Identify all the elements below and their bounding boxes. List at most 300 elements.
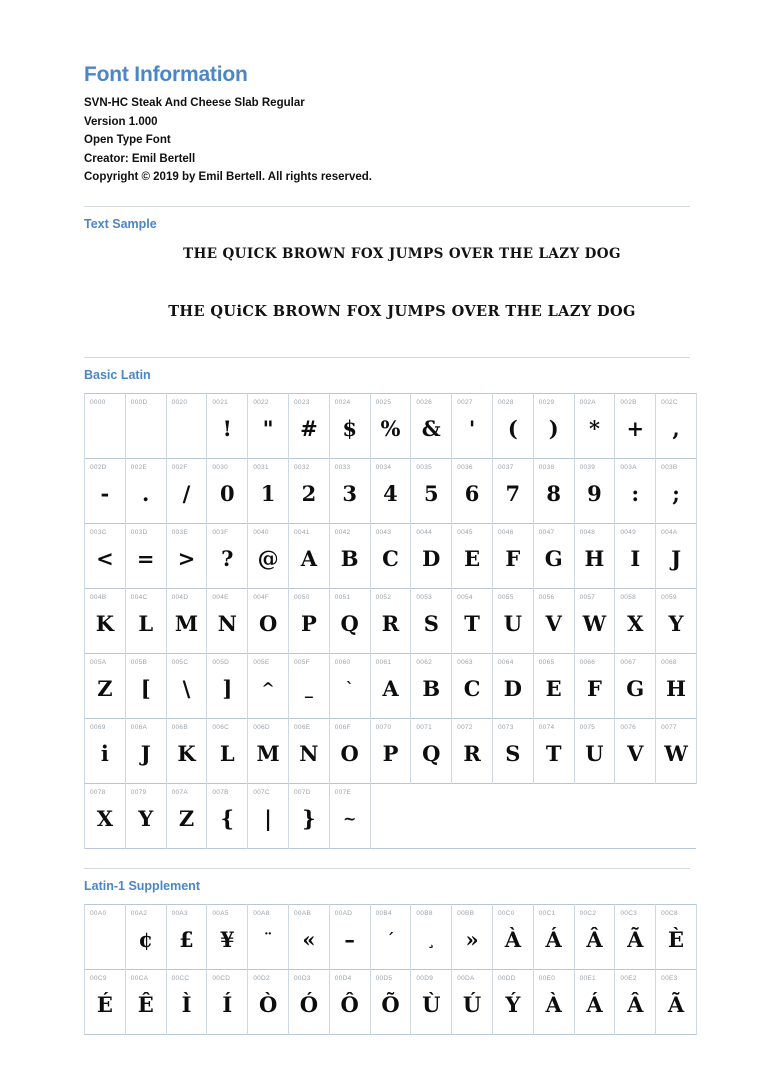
glyph-codepoint: 006E xyxy=(293,723,311,731)
glyph-sample: K xyxy=(177,740,196,766)
glyph-cell[interactable] xyxy=(85,783,126,848)
glyph-cell[interactable] xyxy=(533,588,574,653)
glyph-codepoint: 0065 xyxy=(538,658,555,666)
glyph-codepoint: 00E3 xyxy=(661,974,678,982)
glyph-cell[interactable] xyxy=(492,523,533,588)
glyph-cell[interactable] xyxy=(656,458,697,523)
glyph-cell[interactable] xyxy=(85,904,126,969)
glyph-codepoint: 0020 xyxy=(171,398,188,406)
glyph-codepoint: 0069 xyxy=(90,723,106,731)
glyph-cell[interactable] xyxy=(656,393,697,458)
glyph-codepoint: 0033 xyxy=(334,463,351,471)
glyph-cell[interactable] xyxy=(288,523,329,588)
glyph-codepoint: 003C xyxy=(90,528,107,536)
glyph-sample: ' xyxy=(468,415,476,441)
glyph-cell[interactable] xyxy=(492,904,533,969)
glyph-codepoint: 0037 xyxy=(497,463,514,471)
glyph-sample: Y xyxy=(138,805,154,831)
glyph-codepoint: 0063 xyxy=(457,658,473,666)
glyph-cell[interactable] xyxy=(248,904,289,969)
glyph-codepoint: 0000 xyxy=(90,398,106,406)
glyph-sample: = xyxy=(136,545,155,571)
glyph-codepoint: 00B8 xyxy=(416,909,433,917)
glyph-sample: M xyxy=(256,740,280,766)
glyph-cell[interactable] xyxy=(370,523,411,588)
glyph-codepoint: 002C xyxy=(661,398,678,406)
glyph-sample: * xyxy=(588,415,600,441)
glyph-sample: A xyxy=(300,545,318,571)
glyph-codepoint: 0070 xyxy=(375,723,392,731)
glyph-sample: Á xyxy=(545,926,562,952)
glyph-cell[interactable] xyxy=(656,718,697,783)
glyph-cell[interactable] xyxy=(329,783,370,848)
glyph-sample: À xyxy=(545,991,562,1017)
glyph-table-row xyxy=(85,523,697,588)
glyph-codepoint: 007A xyxy=(171,788,188,796)
glyph-cell[interactable] xyxy=(574,588,615,653)
glyph-codepoint: 0079 xyxy=(130,788,147,796)
glyph-sample: D xyxy=(422,545,441,571)
glyph-cell[interactable] xyxy=(615,969,656,1034)
glyph-codepoint: 005F xyxy=(293,658,310,666)
glyph-codepoint: 0026 xyxy=(416,398,433,406)
glyph-sample: Z xyxy=(178,805,195,831)
glyph-sample: Õ xyxy=(381,991,400,1017)
glyph-cell[interactable] xyxy=(85,653,126,718)
glyph-sample: S xyxy=(505,740,521,766)
glyph-sample: [ xyxy=(140,675,151,701)
glyph-sample: K xyxy=(95,610,115,636)
glyph-sample: @ xyxy=(257,545,279,571)
glyph-sample: Ú xyxy=(462,991,482,1017)
glyph-sample: Á xyxy=(586,991,603,1017)
glyph-codepoint: 00A2 xyxy=(130,909,148,917)
glyph-cell[interactable] xyxy=(125,904,166,969)
glyph-codepoint: 002A xyxy=(579,398,596,406)
glyph-sample: N xyxy=(217,610,237,636)
glyph-sample: U xyxy=(585,740,604,766)
glyph-codepoint: 006B xyxy=(171,723,188,731)
glyph-cell[interactable] xyxy=(166,523,207,588)
text-sample-block xyxy=(84,232,690,338)
glyph-cell[interactable] xyxy=(574,969,615,1034)
glyph-cell[interactable] xyxy=(574,718,615,783)
glyph-cell[interactable] xyxy=(207,904,248,969)
glyph-cell[interactable] xyxy=(166,458,207,523)
glyph-cell[interactable] xyxy=(166,393,207,458)
glyph-cell[interactable] xyxy=(533,653,574,718)
glyph-cell[interactable] xyxy=(125,718,166,783)
glyph-codepoint: 003E xyxy=(171,528,188,536)
glyph-cell[interactable] xyxy=(85,718,126,783)
glyph-sample: F xyxy=(587,675,602,701)
glyph-codepoint: 00D4 xyxy=(334,974,352,982)
glyph-sample: V xyxy=(545,610,562,636)
glyph-sample: £ xyxy=(179,926,194,952)
glyph-codepoint: 0051 xyxy=(334,593,351,601)
glyph-codepoint: 0054 xyxy=(457,593,473,601)
glyph-cell[interactable] xyxy=(656,653,697,718)
glyph-codepoint: 0074 xyxy=(538,723,555,731)
glyph-codepoint: 00AD xyxy=(334,909,353,917)
glyph-codepoint: 0025 xyxy=(375,398,392,406)
glyph-cell[interactable] xyxy=(125,393,166,458)
glyph-cell[interactable] xyxy=(85,393,126,458)
glyph-cell[interactable] xyxy=(533,458,574,523)
glyph-cell[interactable] xyxy=(452,904,493,969)
glyph-sample: S xyxy=(423,610,439,636)
glyph-cell[interactable] xyxy=(492,458,533,523)
glyph-cell[interactable] xyxy=(492,393,533,458)
glyph-cell-empty xyxy=(615,783,656,848)
glyph-codepoint: 0038 xyxy=(538,463,555,471)
glyph-cell[interactable] xyxy=(85,523,126,588)
glyph-sample: & xyxy=(421,415,441,441)
glyph-codepoint: 004B xyxy=(90,593,107,601)
glyph-sample: 2 xyxy=(301,480,317,506)
glyph-cell[interactable] xyxy=(574,904,615,969)
glyph-cell[interactable] xyxy=(411,393,452,458)
glyph-codepoint: 00BB xyxy=(457,909,475,917)
glyph-codepoint: 004D xyxy=(171,593,189,601)
glyph-cell[interactable] xyxy=(288,653,329,718)
glyph-sample: Ô xyxy=(340,991,359,1017)
glyph-codepoint: 00B4 xyxy=(375,909,392,917)
glyph-cell[interactable] xyxy=(574,458,615,523)
glyph-cell[interactable] xyxy=(207,718,248,783)
glyph-cell[interactable] xyxy=(492,588,533,653)
glyph-cell[interactable] xyxy=(492,653,533,718)
glyph-cell[interactable] xyxy=(492,718,533,783)
glyph-cell[interactable] xyxy=(248,458,289,523)
glyph-cell[interactable] xyxy=(411,904,452,969)
meta-font-format: Open Type Font xyxy=(84,134,171,147)
glyph-cell[interactable] xyxy=(411,718,452,783)
glyph-cell[interactable] xyxy=(370,904,411,969)
glyph-table-row xyxy=(85,783,697,848)
glyph-cell[interactable] xyxy=(207,653,248,718)
glyph-sample: ` xyxy=(345,678,354,698)
glyph-cell[interactable] xyxy=(207,458,248,523)
glyph-sample: Ó xyxy=(299,991,319,1017)
glyph-codepoint: 0046 xyxy=(497,528,514,536)
glyph-cell[interactable] xyxy=(166,718,207,783)
glyph-codepoint: 000D xyxy=(130,398,148,406)
glyph-cell[interactable] xyxy=(125,458,166,523)
glyph-sample: X xyxy=(627,610,644,636)
glyph-codepoint: 00A3 xyxy=(171,909,188,917)
glyph-codepoint: 0039 xyxy=(579,463,596,471)
font-metadata-list xyxy=(84,94,690,187)
glyph-cell[interactable] xyxy=(207,783,248,848)
glyph-cell[interactable] xyxy=(166,969,207,1034)
glyph-codepoint: 0060 xyxy=(334,658,351,666)
glyph-cell[interactable] xyxy=(533,523,574,588)
glyph-sample xyxy=(85,918,125,962)
glyph-cell[interactable] xyxy=(574,523,615,588)
glyph-codepoint: 006C xyxy=(212,723,230,731)
glyph-sample: A xyxy=(382,675,399,701)
glyph-sample: ¥ xyxy=(219,926,235,952)
glyph-codepoint: 00C9 xyxy=(90,974,107,982)
glyph-sample: G xyxy=(626,675,645,701)
glyph-sample: # xyxy=(300,415,318,441)
glyph-cell[interactable] xyxy=(329,458,370,523)
glyph-sample: L xyxy=(138,610,154,636)
glyph-cell[interactable] xyxy=(288,783,329,848)
glyph-codepoint: 0050 xyxy=(293,593,310,601)
glyph-cell[interactable] xyxy=(248,718,289,783)
glyph-codepoint: 0053 xyxy=(416,593,433,601)
glyph-cell[interactable] xyxy=(492,969,533,1034)
glyph-cell[interactable] xyxy=(370,969,411,1034)
glyph-codepoint: 0048 xyxy=(579,528,596,536)
glyph-cell[interactable] xyxy=(452,588,493,653)
glyph-codepoint: 002B xyxy=(620,398,637,406)
glyph-codepoint: 00D2 xyxy=(253,974,270,982)
glyph-sample: È xyxy=(668,926,685,952)
glyph-cell[interactable] xyxy=(615,523,656,588)
glyph-cell[interactable] xyxy=(288,969,329,1034)
glyph-sample: H xyxy=(584,545,605,571)
glyph-codepoint: 0023 xyxy=(293,398,310,406)
glyph-sample: N xyxy=(299,740,319,766)
glyph-cell[interactable] xyxy=(166,653,207,718)
glyph-cell[interactable] xyxy=(411,588,452,653)
glyph-sample: X xyxy=(96,805,114,831)
glyph-cell-empty xyxy=(492,783,533,848)
glyph-sample: T xyxy=(545,740,562,766)
glyph-cell[interactable] xyxy=(329,969,370,1034)
glyph-cell[interactable] xyxy=(288,393,329,458)
glyph-cell[interactable] xyxy=(125,588,166,653)
glyph-cell[interactable] xyxy=(370,588,411,653)
glyph-codepoint: 00C2 xyxy=(579,909,597,917)
glyph-cell[interactable] xyxy=(656,969,697,1034)
glyph-sample: - xyxy=(100,480,110,506)
glyph-cell[interactable] xyxy=(533,718,574,783)
glyph-cell-empty xyxy=(574,783,615,848)
glyph-cell[interactable] xyxy=(452,653,493,718)
glyph-sample: % xyxy=(380,415,401,441)
glyph-cell[interactable] xyxy=(288,904,329,969)
glyph-cell[interactable] xyxy=(615,653,656,718)
glyph-cell[interactable] xyxy=(533,904,574,969)
glyph-cell-empty xyxy=(533,783,574,848)
glyph-codepoint: 00DA xyxy=(457,974,475,982)
glyph-sample: ¨ xyxy=(264,929,273,949)
glyph-cell[interactable] xyxy=(125,523,166,588)
glyph-codepoint: 00C0 xyxy=(497,909,515,917)
glyph-codepoint: 004E xyxy=(212,593,229,601)
glyph-cell[interactable] xyxy=(248,588,289,653)
section-basic-latin xyxy=(84,357,690,849)
glyph-cell[interactable] xyxy=(574,653,615,718)
glyph-cell[interactable] xyxy=(288,718,329,783)
glyph-cell[interactable] xyxy=(248,783,289,848)
glyph-cell[interactable] xyxy=(370,393,411,458)
glyph-cell[interactable] xyxy=(615,393,656,458)
glyph-sample: O xyxy=(258,610,278,636)
glyph-codepoint: 007E xyxy=(334,788,352,796)
glyph-sample: Ý xyxy=(505,991,521,1017)
section-divider xyxy=(84,868,690,869)
glyph-cell[interactable] xyxy=(411,458,452,523)
glyph-sample: – xyxy=(344,926,355,952)
glyph-codepoint: 004F xyxy=(253,593,270,601)
glyph-sample: Â xyxy=(586,926,603,952)
glyph-cell[interactable] xyxy=(411,523,452,588)
glyph-sample: « xyxy=(302,926,316,952)
glyph-sample: 7 xyxy=(505,480,521,506)
glyph-sample: Ù xyxy=(422,991,441,1017)
glyph-cell[interactable] xyxy=(85,969,126,1034)
glyph-sample: | xyxy=(264,805,272,831)
glyph-codepoint: 0076 xyxy=(620,723,637,731)
glyph-sample: 8 xyxy=(546,480,561,506)
glyph-codepoint: 003A xyxy=(620,463,637,471)
glyph-codepoint: 006A xyxy=(130,723,148,731)
glyph-codepoint: 00C8 xyxy=(661,909,678,917)
glyph-cell[interactable] xyxy=(207,523,248,588)
glyph-codepoint: 003F xyxy=(212,528,229,536)
glyph-codepoint: 0047 xyxy=(538,528,555,536)
glyph-codepoint: 0072 xyxy=(457,723,473,731)
glyph-sample: ) xyxy=(548,415,559,441)
glyph-sample: ] xyxy=(222,675,233,701)
glyph-sample: Y xyxy=(668,610,684,636)
glyph-cell[interactable] xyxy=(329,523,370,588)
glyph-cell[interactable] xyxy=(288,458,329,523)
glyph-codepoint: 0043 xyxy=(375,528,392,536)
glyph-cell[interactable] xyxy=(329,904,370,969)
glyph-cell[interactable] xyxy=(288,588,329,653)
glyph-sample: " xyxy=(262,415,274,441)
glyph-cell[interactable] xyxy=(615,458,656,523)
glyph-sample: P xyxy=(300,610,317,636)
glyph-sample: E xyxy=(545,675,562,701)
glyph-codepoint: 0068 xyxy=(661,658,677,666)
glyph-cell[interactable] xyxy=(533,393,574,458)
glyph-cell[interactable] xyxy=(166,783,207,848)
glyph-cell[interactable] xyxy=(533,969,574,1034)
glyph-codepoint: 007B xyxy=(212,788,229,796)
glyph-codepoint: 0059 xyxy=(661,593,677,601)
glyph-codepoint: 0030 xyxy=(212,463,229,471)
glyph-cell[interactable] xyxy=(248,653,289,718)
glyph-cell[interactable] xyxy=(656,904,697,969)
glyph-codepoint: 0022 xyxy=(253,398,269,406)
glyph-cell[interactable] xyxy=(329,718,370,783)
glyph-cell[interactable] xyxy=(452,458,493,523)
glyph-cell[interactable] xyxy=(248,523,289,588)
glyph-codepoint: 0077 xyxy=(661,723,677,731)
glyph-cell[interactable] xyxy=(329,393,370,458)
glyph-codepoint: 0032 xyxy=(293,463,310,471)
glyph-cell[interactable] xyxy=(166,588,207,653)
glyph-sample xyxy=(167,407,207,451)
glyph-cell[interactable] xyxy=(452,718,493,783)
glyph-cell[interactable] xyxy=(125,783,166,848)
glyph-codepoint: 00A5 xyxy=(212,909,229,917)
glyph-cell[interactable] xyxy=(411,653,452,718)
glyph-codepoint: 00AB xyxy=(293,909,312,917)
glyph-sample: Ò xyxy=(258,991,278,1017)
glyph-cell[interactable] xyxy=(85,588,126,653)
glyph-cell[interactable] xyxy=(125,653,166,718)
glyph-cell[interactable] xyxy=(574,393,615,458)
section-latin1-supplement xyxy=(84,868,690,1035)
glyph-codepoint: 0027 xyxy=(457,398,473,406)
glyph-sample: M xyxy=(174,610,199,636)
glyph-cell[interactable] xyxy=(207,588,248,653)
glyph-table-row xyxy=(85,718,697,783)
glyph-sample: ¸ xyxy=(427,929,436,949)
glyph-sample: G xyxy=(544,545,563,571)
glyph-codepoint: 0029 xyxy=(538,398,555,406)
glyph-codepoint: 003D xyxy=(130,528,148,536)
glyph-cell[interactable] xyxy=(656,523,697,588)
glyph-codepoint: 0031 xyxy=(253,463,269,471)
glyph-codepoint: 00DD xyxy=(497,974,516,982)
glyph-sample: ¢ xyxy=(138,926,153,952)
glyph-sample: / xyxy=(182,480,191,506)
glyph-codepoint: 0058 xyxy=(620,593,637,601)
glyph-sample: W xyxy=(664,740,688,766)
glyph-cell[interactable] xyxy=(656,588,697,653)
glyph-cell[interactable] xyxy=(411,969,452,1034)
glyph-cell[interactable] xyxy=(370,653,411,718)
glyph-cell[interactable] xyxy=(370,458,411,523)
glyph-codepoint: 0066 xyxy=(579,658,596,666)
glyph-sample: O xyxy=(340,740,359,766)
glyph-cell[interactable] xyxy=(452,969,493,1034)
glyph-cell[interactable] xyxy=(207,969,248,1034)
glyph-sample: D xyxy=(503,675,522,701)
glyph-cell[interactable] xyxy=(615,588,656,653)
glyph-sample: . xyxy=(142,480,150,506)
glyph-sample: J xyxy=(140,740,151,766)
glyph-codepoint: 00E1 xyxy=(579,974,596,982)
glyph-cell[interactable] xyxy=(329,653,370,718)
glyph-cell[interactable] xyxy=(452,393,493,458)
glyph-cell[interactable] xyxy=(125,969,166,1034)
glyph-codepoint: 0044 xyxy=(416,528,433,536)
glyph-sample: E xyxy=(464,545,481,571)
glyph-cell[interactable] xyxy=(166,904,207,969)
glyph-cell[interactable] xyxy=(248,969,289,1034)
glyph-table-row xyxy=(85,588,697,653)
glyph-codepoint: 004A xyxy=(661,528,678,536)
section-title-latin1-supplement: Latin-1 Supplement xyxy=(84,878,200,893)
glyph-table-latin1-supplement xyxy=(84,904,697,1035)
glyph-sample: ( xyxy=(507,415,518,441)
glyph-cell[interactable] xyxy=(615,718,656,783)
glyph-sample: P xyxy=(382,740,399,766)
glyph-cell[interactable] xyxy=(85,458,126,523)
glyph-codepoint: 0062 xyxy=(416,658,433,666)
glyph-cell[interactable] xyxy=(452,523,493,588)
glyph-codepoint: 00E0 xyxy=(538,974,556,982)
glyph-cell[interactable] xyxy=(615,904,656,969)
glyph-cell[interactable] xyxy=(248,393,289,458)
glyph-cell[interactable] xyxy=(370,718,411,783)
glyph-sample: + xyxy=(626,415,645,441)
glyph-cell[interactable] xyxy=(329,588,370,653)
glyph-codepoint: 005A xyxy=(90,658,107,666)
glyph-cell[interactable] xyxy=(207,393,248,458)
glyph-sample: $ xyxy=(342,415,357,441)
